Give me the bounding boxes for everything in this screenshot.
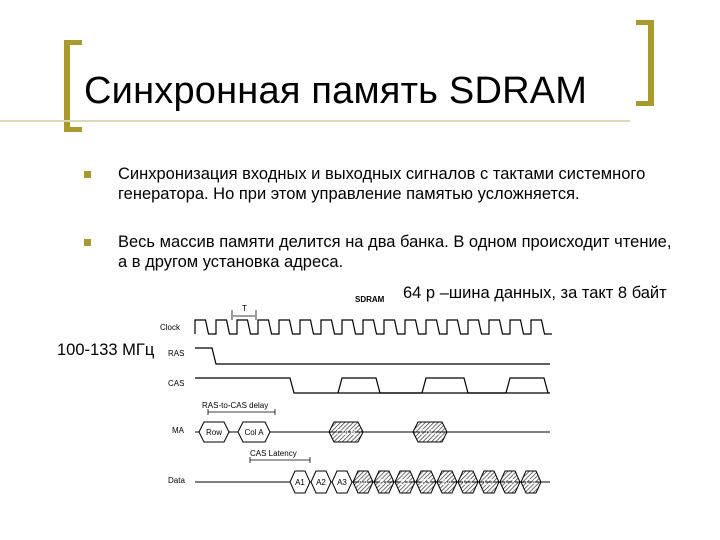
signal-ma-label: MA <box>172 426 184 435</box>
ma-cell-4 <box>413 422 447 442</box>
left-bracket-bottom <box>64 127 82 132</box>
data-cells <box>290 471 541 493</box>
data-cell-5 <box>374 471 394 493</box>
bullet-text: Синхронизация входных и выходных сигналов с тактами системного генератора. Но при этом управление памятью усложняется. <box>118 165 646 203</box>
data-cell-9-label: C1 <box>462 478 474 487</box>
right-bracket-bar <box>648 20 654 106</box>
data-cell-10 <box>479 471 499 493</box>
page-title: Синхронная память SDRAM <box>84 70 588 112</box>
data-cell-1 <box>290 471 310 493</box>
frequency-note: 100-133 МГц <box>57 341 155 359</box>
signal-clock-label: Clock <box>160 323 181 332</box>
data-cell-7 <box>416 471 436 493</box>
cas-pulses <box>338 378 548 393</box>
diagram-title: SDRAM <box>355 295 385 304</box>
right-bracket-top <box>636 20 654 25</box>
bullet-square-icon <box>84 239 91 246</box>
data-cell-12-label: C4 <box>525 478 537 487</box>
bullet-text: Весь массив памяти делится на два банка. В одном происходит чтение, а в другом установка адреса. <box>118 233 672 271</box>
ras-waveform <box>195 348 550 364</box>
signal-ras-label: RAS <box>168 349 185 358</box>
data-cell-2 <box>311 471 331 493</box>
ma-cell-1 <box>199 422 229 442</box>
left-bracket-bar <box>64 40 70 132</box>
title-underline <box>0 120 630 122</box>
data-cell-8 <box>437 471 457 493</box>
cas-waveform <box>195 378 550 393</box>
period-label: T <box>242 304 247 313</box>
data-cell-4-label: A4 <box>358 478 368 487</box>
data-cell-9 <box>458 471 478 493</box>
signal-cas-label: CAS <box>168 379 185 388</box>
ras-to-cas-delay-label: RAS-to-CAS delay <box>202 401 269 410</box>
ma-cell-4-label: Col C <box>419 428 441 437</box>
ma-cell-2-label: Col A <box>244 428 264 437</box>
data-cell-1-label: A1 <box>295 478 305 487</box>
signal-data-label: Data <box>168 476 185 485</box>
data-cell-10-label: C2 <box>483 478 495 487</box>
left-bracket-top <box>64 40 82 45</box>
data-cell-12 <box>521 471 541 493</box>
ma-cell-2 <box>238 422 270 442</box>
ma-cell-3 <box>329 422 363 442</box>
data-cell-6-label: B2 <box>400 478 410 487</box>
right-bracket-bottom <box>636 101 654 106</box>
data-cell-2-label: A2 <box>316 478 326 487</box>
data-cell-8-label: B4 <box>442 478 452 487</box>
data-cell-11-label: C3 <box>504 478 516 487</box>
data-cell-3-label: A3 <box>337 478 347 487</box>
data-cell-5-label: B1 <box>379 478 389 487</box>
sdram-timing-diagram <box>150 290 570 510</box>
data-cell-3 <box>332 471 352 493</box>
ma-cell-1-label: Row <box>205 428 223 437</box>
data-cell-6 <box>395 471 415 493</box>
ma-cell-3-label: Col B <box>336 428 356 437</box>
clock-waveform <box>195 320 552 334</box>
cas-latency-label: CAS Latency <box>250 449 297 458</box>
bullet-square-icon <box>84 171 91 178</box>
data-cell-7-label: B3 <box>421 478 431 487</box>
data-cell-11 <box>500 471 520 493</box>
bus-note: 64 р –шина данных, за такт 8 байт <box>403 284 667 302</box>
data-cell-4 <box>353 471 373 493</box>
